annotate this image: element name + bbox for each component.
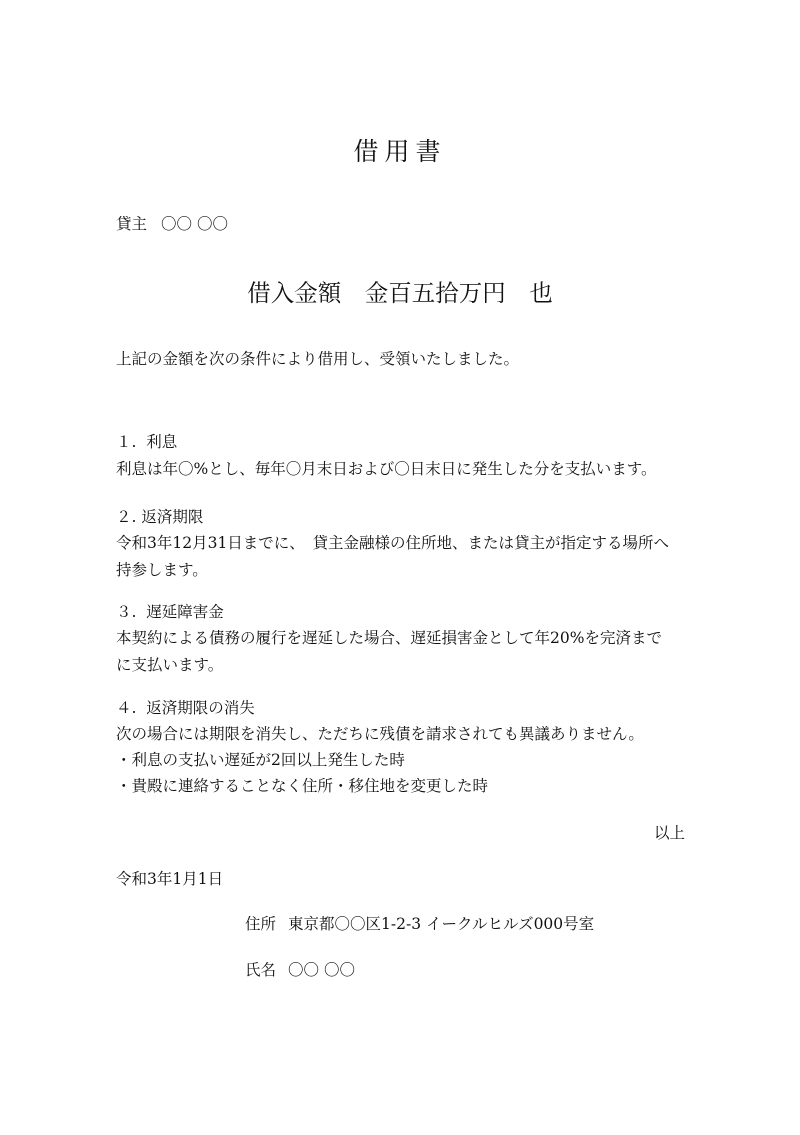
document-date: 令和3年1月1日: [116, 870, 224, 888]
section-text-loss-of-term-3: ・貴殿に連絡することなく住所・移住地を変更した時: [116, 777, 489, 795]
closing-text: 以上: [654, 824, 686, 842]
section-text-late-damages-2: に支払います。: [116, 656, 224, 674]
section-text-loss-of-term-2: ・利息の支払い遅延が2回以上発生した時: [116, 751, 405, 769]
section-heading-late-damages: ３. 遅延障害金: [116, 603, 224, 621]
address-value: 東京都〇〇区1-2-3 イークルヒルズ000号室: [288, 915, 595, 933]
section-heading-repayment-deadline: ２. 返済期限: [116, 508, 204, 526]
name-label: 氏名: [245, 961, 277, 979]
section-text-repayment-deadline-1: 令和3年12月31日までに、 貸主金融様の住所地、または貸主が指定する場所へ: [116, 534, 670, 552]
loan-amount: 借入金額 金百五拾万円 也: [247, 279, 553, 307]
section-text-loss-of-term-1: 次の場合には期限を消失し、ただちに残債を請求されても異議ありません。: [116, 725, 644, 743]
lender-label: 貸主: [116, 215, 148, 233]
lender-line: [116, 214, 228, 234]
section-text-interest: 利息は年〇%とし、毎年〇月末日および〇日末日に発生した分を支払います。: [116, 460, 657, 478]
document-title: 借用書: [353, 137, 447, 166]
section-heading-loss-of-term: ４. 返済期限の消失: [116, 699, 255, 717]
name-line: [245, 960, 355, 980]
section-heading-interest: １. 利息: [116, 433, 178, 451]
lender-value: 〇〇 〇〇: [161, 215, 228, 233]
section-text-repayment-deadline-2: 持参します。: [116, 561, 208, 579]
name-value: 〇〇 〇〇: [288, 961, 355, 979]
section-text-late-damages-1: 本契約による債務の履行を遅延した場合、遅延損害金として年20%を完済まで: [116, 629, 662, 647]
address-label: 住所: [245, 915, 277, 933]
address-line: [245, 914, 594, 934]
intro-text: 上記の金額を次の条件により借用し、受領いたしました。: [116, 350, 520, 368]
